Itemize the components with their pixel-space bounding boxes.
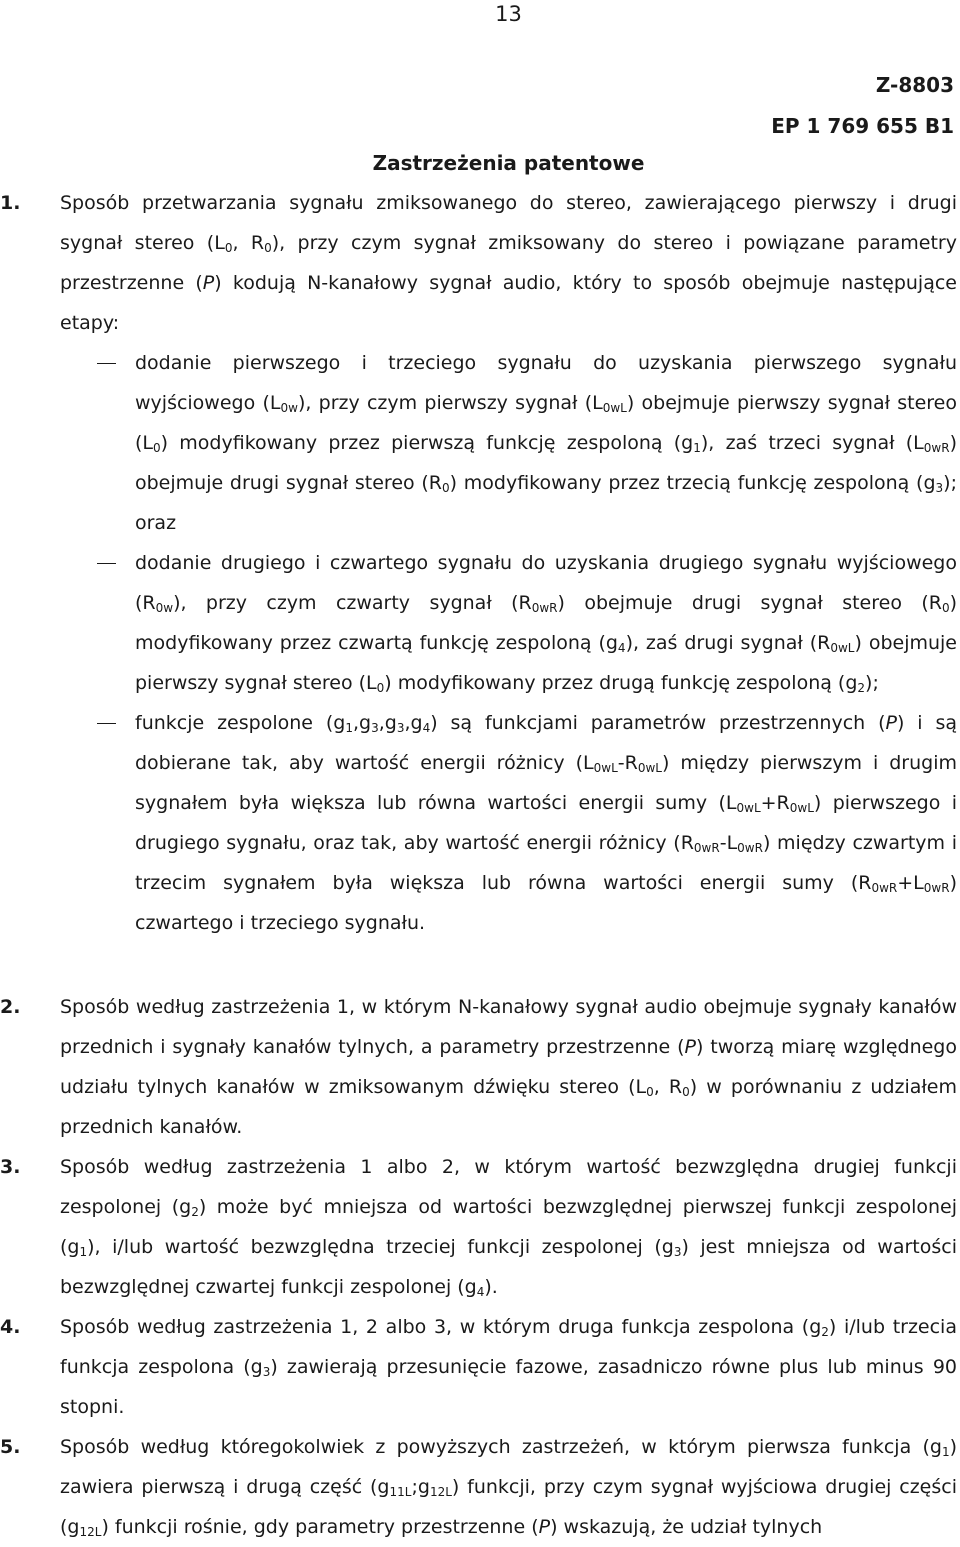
patent-number: EP 1 769 655 B1 bbox=[771, 114, 954, 138]
claim-text: Sposób według zastrzeżenia 1, 2 albo 3, w którym druga funkcja zespolona $(g_2)$ i/lub trzecia funkcja zespolona $(g_3)$ zawierają przesunięcie fazowe, zasadniczo równe plus lub minus 90 stopni. bbox=[60, 1316, 958, 1418]
page-number: 13 bbox=[495, 2, 522, 26]
claim-5 bbox=[0, 1427, 957, 1547]
claim-text: Sposób według zastrzeżenia 1 albo 2, w którym wartość bezwzględna drugiej funkcji zespolonej $(g_2)$ może być mniejsza od wartości bezwzględnej pierwszej funkcji zespolonej $(g_1)$, i/lub wartość bezwzględna trzeciej funkcji zespolonej $(g_3)$ jest mniejsza od wartości bezwzględnej czwartej funkcji zespolonej $(g_4)$. bbox=[60, 1156, 957, 1299]
claim-4 bbox=[0, 1307, 958, 1427]
claim-3 bbox=[0, 1147, 957, 1307]
claim-1-steps bbox=[60, 343, 957, 943]
claim-step bbox=[60, 703, 957, 943]
claim-step bbox=[60, 343, 957, 543]
claim-1 bbox=[0, 183, 958, 943]
step-text: dodanie drugiego i czwartego sygnału do uzyskania drugiego sygnału wyjściowego $(R_{0w})$, przy czym czwarty sygnał $(R_{0wR})$ obejmuje drugi sygnał stereo $(R_0)$ modyfikowany przez czwartą funkcję zespoloną $(g_4)$, zaś drugi sygnał $(R_{0wL})$ obejmuje pierwszy sygnał stereo $(L_0)$ modyfikowany przez drugą funkcję zespoloną $(g_2)$; bbox=[135, 552, 958, 695]
claim-number: 5. bbox=[0, 1436, 21, 1458]
document-code: Z-8803 bbox=[875, 73, 954, 97]
claim-number: 4. bbox=[0, 1316, 21, 1338]
claim-number: 2. bbox=[0, 996, 21, 1018]
claim-number: 1. bbox=[0, 192, 21, 214]
claim-step bbox=[60, 543, 957, 703]
step-text: dodanie pierwszego i trzeciego sygnału do uzyskania pierwszego sygnału wyjściowego $(L_{0w})$, przy czym pierwszy sygnał $(L_{0wL})$ obejmuje pierwszy sygnał stereo $(L_0)$ modyfikowany przez pierwszą funkcję zespoloną $(g_1)$, zaś trzeci sygnał $(L_{0wR})$ obejmuje drugi sygnał stereo $(R_0)$ modyfikowany przez trzecią funkcję zespoloną $(g_3)$; oraz bbox=[135, 352, 957, 534]
step-text: funkcje zespolone $(g_1,g_3,g_3,g_4)$ są funkcjami parametrów przestrzennych (P) i są dobierane tak, aby wartość energii różnicy $(L_{0wL}-R_{0wL})$ między pierwszym i drugim sygnałem była większa lub równa wartości energii sumy $(L_{0wL}+R_{0wL})$ pierwszego i drugiego sygnału, oraz tak, aby wartość energii różnicy $(R_{0wR}-L_{0wR})$ między czwartym i trzecim sygnałem była większa lub równa wartości energii sumy $(R_{0wR}+L_{0wR})$ czwartego i trzeciego sygnału. bbox=[135, 712, 958, 934]
claim-text: Sposób według któregokolwiek z powyższych zastrzeżeń, w którym pierwsza funkcja $(g_1)$ zawiera pierwszą i drugą część $(g_{11L};g_{12L})$ funkcji, przy czym sygnał wyjściowa drugiej części $(g_{12L})$ funkcji rośnie, gdy parametry przestrzenne (P) wskazują, że udział tylnych bbox=[60, 1436, 957, 1539]
dash-marker bbox=[97, 363, 116, 364]
claim-text: Sposób przetwarzania sygnału zmiksowanego do stereo, zawierającego pierwszy i drugi sygnał stereo ($L_0$, $R_0$), przy czym sygnał zmiksowany do stereo i powiązane parametry przestrzenne (P) kodują N-kanałowy sygnał audio, który to sposób obejmuje następujące etapy: bbox=[60, 192, 957, 334]
claim-number: 3. bbox=[0, 1156, 21, 1178]
claim-text: Sposób według zastrzeżenia 1, w którym N-kanałowy sygnał audio obejmuje sygnały kanałów przednich i sygnały kanałów tylnych, a parametry przestrzenne (P) tworzą miarę względnego udziału tylnych kanałów w zmiksowanym dźwięku stereo ($L_0$, $R_0$) w porównaniu z udziałem przednich kanałów. bbox=[60, 996, 957, 1138]
claim-2 bbox=[0, 987, 957, 1147]
dash-marker bbox=[97, 723, 116, 724]
dash-marker bbox=[97, 563, 116, 564]
claims-heading: Zastrzeżenia patentowe bbox=[372, 151, 645, 175]
